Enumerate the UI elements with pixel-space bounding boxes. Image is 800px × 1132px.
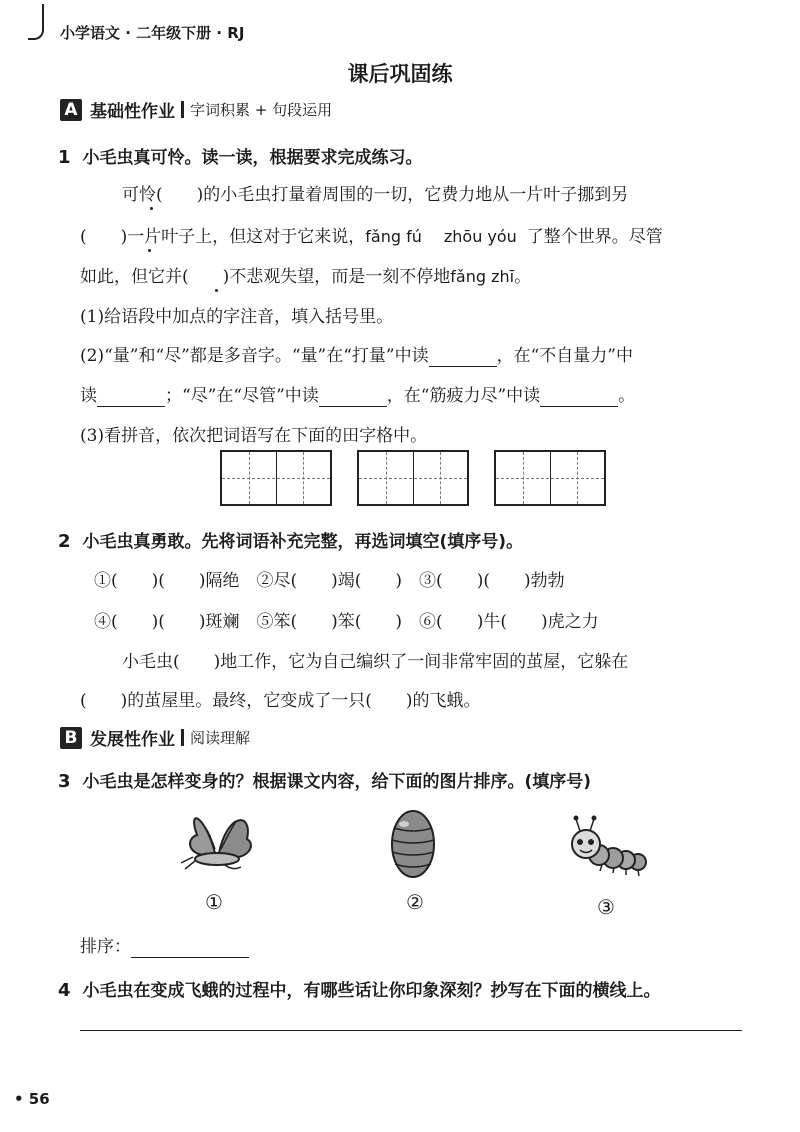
question-4: [58, 976, 661, 1001]
passage-line-3: [80, 262, 531, 287]
section-a-title: 基础性作业: [90, 102, 175, 122]
passage-line-1: 可怜( )的小毛虫打量着周围的一切，它费力地从一片叶子挪到另: [122, 185, 629, 205]
answer-blank[interactable]: [540, 386, 618, 407]
section-b-title: 发展性作业: [90, 730, 175, 750]
section-b-heading: [60, 725, 250, 750]
section-a-heading: [60, 97, 332, 122]
fill-line-1: 小毛虫( )地工作，它为自己编织了一间非常牢固的茧屋，它躲在: [122, 652, 629, 672]
caterpillar-illustration: [566, 812, 650, 882]
question-number: 1: [58, 147, 71, 168]
sub-question-3: (3)看拼音，依次把词语写在下面的田字格中。: [80, 426, 428, 446]
picture-label-2: ②: [406, 890, 424, 914]
moth-illustration: [175, 805, 263, 877]
answer-blank[interactable]: [429, 346, 497, 367]
sub-question-2-cont: [80, 381, 635, 407]
writing-grid-3[interactable]: [494, 450, 606, 506]
question-3-prompt: 小毛虫是怎样变身的？根据课文内容，给下面的图片排序。(填序号): [82, 772, 592, 792]
sub-text: 。: [618, 386, 636, 406]
answer-blank[interactable]: [97, 386, 165, 407]
emphasis-dot: [215, 289, 218, 292]
order-answer: [80, 932, 249, 958]
section-b-badge: B: [60, 727, 82, 749]
book-header: 小学语文 · 二年级下册 · RJ: [60, 24, 245, 42]
sub-question-1: (1)给语段中加点的字注音，填入括号里。: [80, 307, 394, 327]
divider: [181, 101, 184, 118]
word-row-1: ①( )( )隔绝 ②尽( )竭( ) ③( )( )勃勃: [94, 571, 565, 591]
question-number: 3: [58, 771, 71, 792]
section-a-subtitle: 字词积累 + 句段运用: [190, 101, 333, 119]
cocoon-illustration: [388, 808, 438, 880]
sub-text: ，在“筋疲力尽”中读: [386, 386, 541, 406]
picture-label-3: ③: [597, 895, 615, 919]
section-b-subtitle: 阅读理解: [190, 729, 251, 747]
corner-mark: [28, 4, 44, 40]
pinyin-2: zhōu yóu: [443, 227, 517, 246]
page-title: 课后巩固练: [347, 62, 453, 86]
question-2: [58, 527, 523, 552]
word-row-2: ④( )( )斑斓 ⑤笨( )笨( ) ⑥( )牛( )虎之力: [94, 612, 599, 632]
fill-line-2: ( )的茧屋里。最终，它变成了一只( )的飞蛾。: [80, 691, 481, 711]
picture-label-1: ①: [205, 890, 223, 914]
pinyin-3: fǎng zhī: [450, 267, 515, 286]
question-3: [58, 767, 591, 792]
passage-line-2: [80, 222, 663, 247]
question-number: 2: [58, 531, 71, 552]
writing-grid-2[interactable]: [357, 450, 469, 506]
passage-text: ( )一片叶子上，但这对于它来说，: [80, 227, 366, 247]
emphasis-dot: [148, 249, 151, 252]
passage-text: 如此，但它并( )不悲观失望，而是一刻不停地: [80, 267, 451, 287]
sub-question-2: [80, 341, 633, 367]
question-2-prompt: 小毛虫真勇敢。先将词语补充完整，再选词填空(填序号)。: [82, 532, 524, 552]
answer-blank[interactable]: [319, 386, 387, 407]
sub-text: 读: [80, 386, 97, 406]
divider: [181, 729, 184, 746]
question-number: 4: [58, 980, 71, 1001]
page-number: • 56: [14, 1090, 50, 1108]
order-label: 排序：: [80, 937, 131, 957]
section-a-badge: A: [60, 99, 82, 121]
order-answer-blank[interactable]: [131, 937, 249, 958]
writing-grid-1[interactable]: [220, 450, 332, 506]
passage-text: 。: [514, 267, 532, 287]
pinyin-1: fǎng fú: [365, 227, 422, 246]
emphasis-dot: [150, 207, 153, 210]
sub-text: ，在“不自量力”中: [496, 346, 633, 366]
question-4-prompt: 小毛虫在变成飞蛾的过程中，有哪些话让你印象深刻？抄写在下面的横线上。: [82, 981, 661, 1001]
answer-line[interactable]: [80, 1030, 742, 1031]
question-1: [58, 143, 423, 168]
question-1-prompt: 小毛虫真可怜。读一读，根据要求完成练习。: [82, 148, 423, 168]
sub-text: (2)“量”和“尽”都是多音字。“量”在“打量”中读: [80, 346, 429, 366]
sub-text: ；“尽”在“尽管”中读: [165, 386, 319, 406]
passage-text: 了整个世界。尽管: [526, 227, 663, 247]
